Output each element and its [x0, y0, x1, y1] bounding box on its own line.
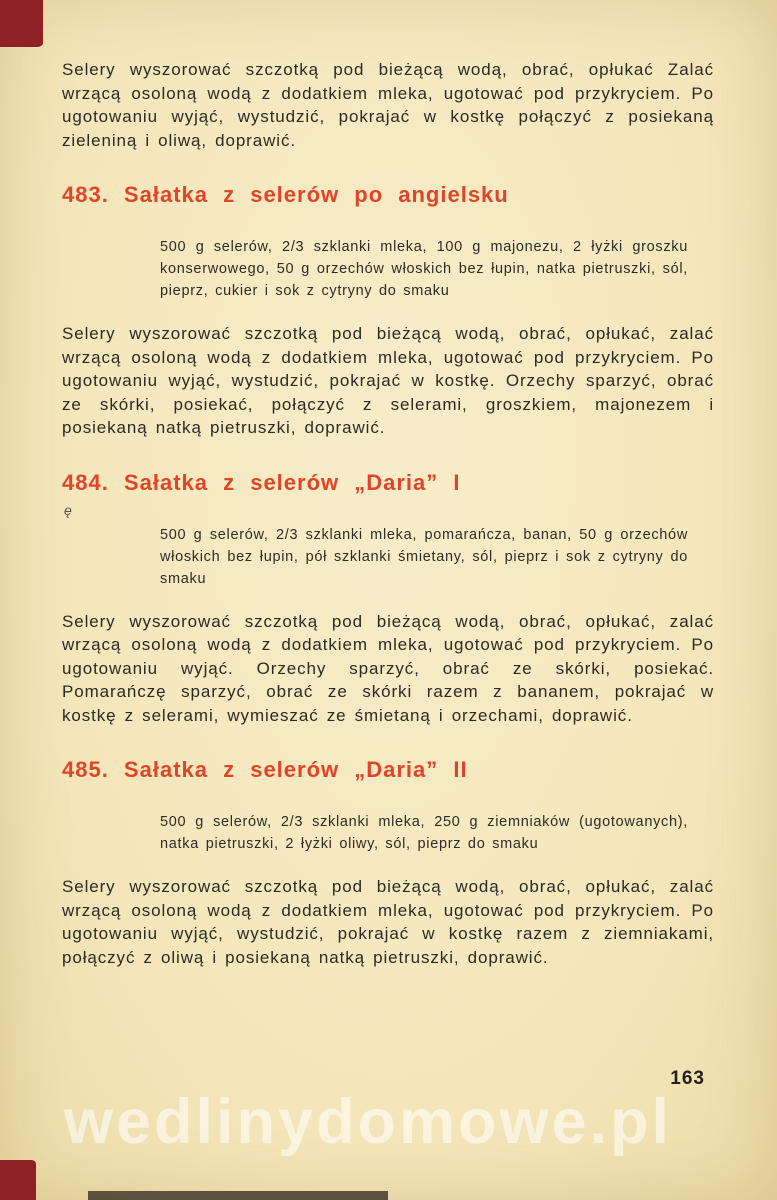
recipe-483 [62, 182, 714, 440]
scan-edge-strip [88, 1191, 388, 1200]
watermark: wedlinydomowe.pl [64, 1087, 673, 1157]
recipe-heading: 485. Sałatka z selerów „Daria” II [62, 757, 468, 782]
recipe-instructions: Selery wyszorować szczotką pod bieżącą wodą, obrać, opłukać, zalać wrzącą osoloną wodą z dodatkiem mleka, ugotować pod przykryciem. Po ugotowaniu wyjąć, wystudzić, pokrajać w kostkę. Orzechy sparzyć, obrać ze skórki, posiekać, połączyć z selerami, groszkiem, majonezem i posiekaną natką pietruszki, doprawić. [62, 324, 714, 437]
recipe-ingredients: 500 g selerów, 2/3 szklanki mleka, pomarańcza, banan, 50 g orzechów włoskich bez łupin, pół szklanki śmietany, sól, pieprz i sok z cytryny do smaku [160, 526, 688, 587]
recipe-instructions: Selery wyszorować szczotką pod bieżącą wodą, obrać, opłukać, zalać wrzącą osoloną wodą z dodatkiem mleka, ugotować pod przykryciem. Po ugotowaniu wyjąć, wystudzić, pokrajać w kostkę razem z ziemniakami, połączyć z oliwą i posiekaną natką pietruszki, doprawić. [62, 877, 714, 967]
recipe-heading: 483. Sałatka z selerów po angielsku [62, 182, 509, 207]
recipe-ingredients: 500 g selerów, 2/3 szklanki mleka, 250 g ziemniaków (ugotowanych), natka pietruszki, 2 łyżki oliwy, sól, pieprz do smaku [160, 814, 688, 852]
page-content [62, 58, 714, 999]
recipe-ingredients: 500 g selerów, 2/3 szklanki mleka, 100 g majonezu, 2 łyżki groszku konserwowego, 50 g orzechów włoskich bez łupin, natka pietruszki, sól, pieprz, cukier i sok z cytryny do smaku [160, 239, 688, 299]
recipe-instructions: Selery wyszorować szczotką pod bieżącą wodą, obrać, opłukać, zalać wrzącą osoloną wodą z dodatkiem mleka, ugotować pod przykryciem. Po ugotowaniu wyjąć. Orzechy sparzyć, obrać ze skórki, posiekać. Pomarańczę sparzyć, obrać ze skórki razem z bananem, pokrajać w kostkę z selerami, wymieszać ze śmietaną i orzechami, doprawić. [62, 611, 714, 725]
binding-corner-bottom-left [0, 1160, 36, 1200]
stray-print-mark: ę [64, 501, 72, 518]
recipe-484 [62, 470, 714, 728]
recipe-heading: 484. Sałatka z selerów „Daria” I [62, 469, 461, 495]
binding-corner-top-left [0, 0, 43, 47]
page-number: 163 [670, 1068, 705, 1089]
recipe-485 [62, 757, 714, 969]
intro-paragraph: Selery wyszorować szczotką pod bieżącą wodą, obrać, opłukać Zalać wrzącą osoloną wodą z dodatkiem mleka, ugotować pod przykryciem. Po ugotowaniu wyjąć, wystudzić, pokrajać w kostkę połączyć z posiekaną zieleniną i oliwą, doprawić. [62, 60, 714, 150]
